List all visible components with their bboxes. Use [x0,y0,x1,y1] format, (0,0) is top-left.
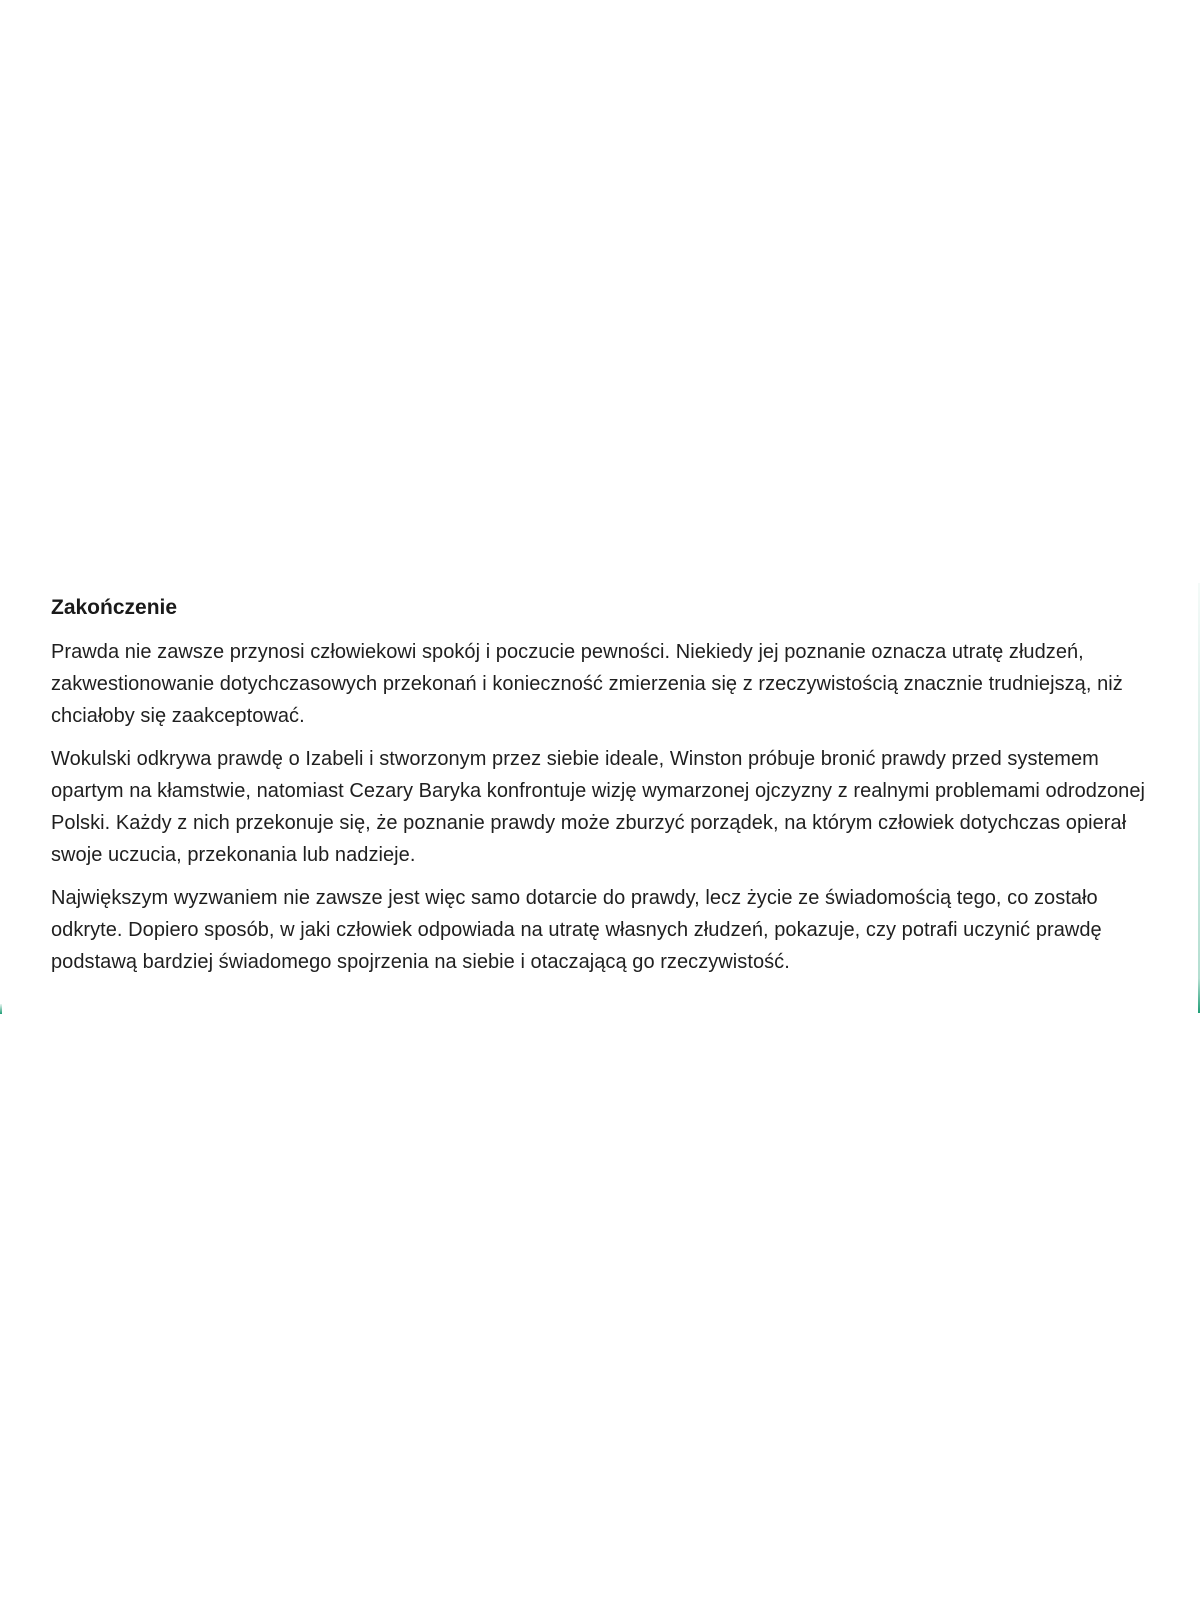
paragraph-1: Prawda nie zawsze przynosi człowiekowi spokój i poczucie pewności. Niekiedy jej poznanie oznacza utratę złudzeń, zakwestionowanie dotychczasowych przekonań i konieczność zmierzenia się z rzeczywistością znacznie trudniejszą, niż chciałoby się zaakceptować. [51,641,1123,727]
article-section [0,583,1200,1013]
paragraph-3: Największym wyzwaniem nie zawsze jest więc samo dotarcie do prawdy, lecz życie ze świadomością tego, co zostało odkryte. Dopiero sposób, w jaki człowiek odpowiada na utratę własnych złudzeń, pokazuje, czy potrafi uczynić prawdę podstawą bardziej świadomego spojrzenia na siebie i otaczającą go rzeczywistość. [51,887,1102,973]
paragraph-2: Wokulski odkrywa prawdę o Izabeli i stworzonym przez siebie ideale, Winston próbuje bronić prawdy przed systemem opartym na kłamstwie, natomiast Cezary Baryka konfrontuje wizję wymarzonej ojczyzny z realnymi problemami odrodzonej Polski. Każdy z nich przekonuje się, że poznanie prawdy może zburzyć porządek, na którym człowiek dotychczas opierał swoje uczucia, przekonania lub nadzieje. [51,748,1146,866]
section-heading: Zakończenie [51,596,178,619]
